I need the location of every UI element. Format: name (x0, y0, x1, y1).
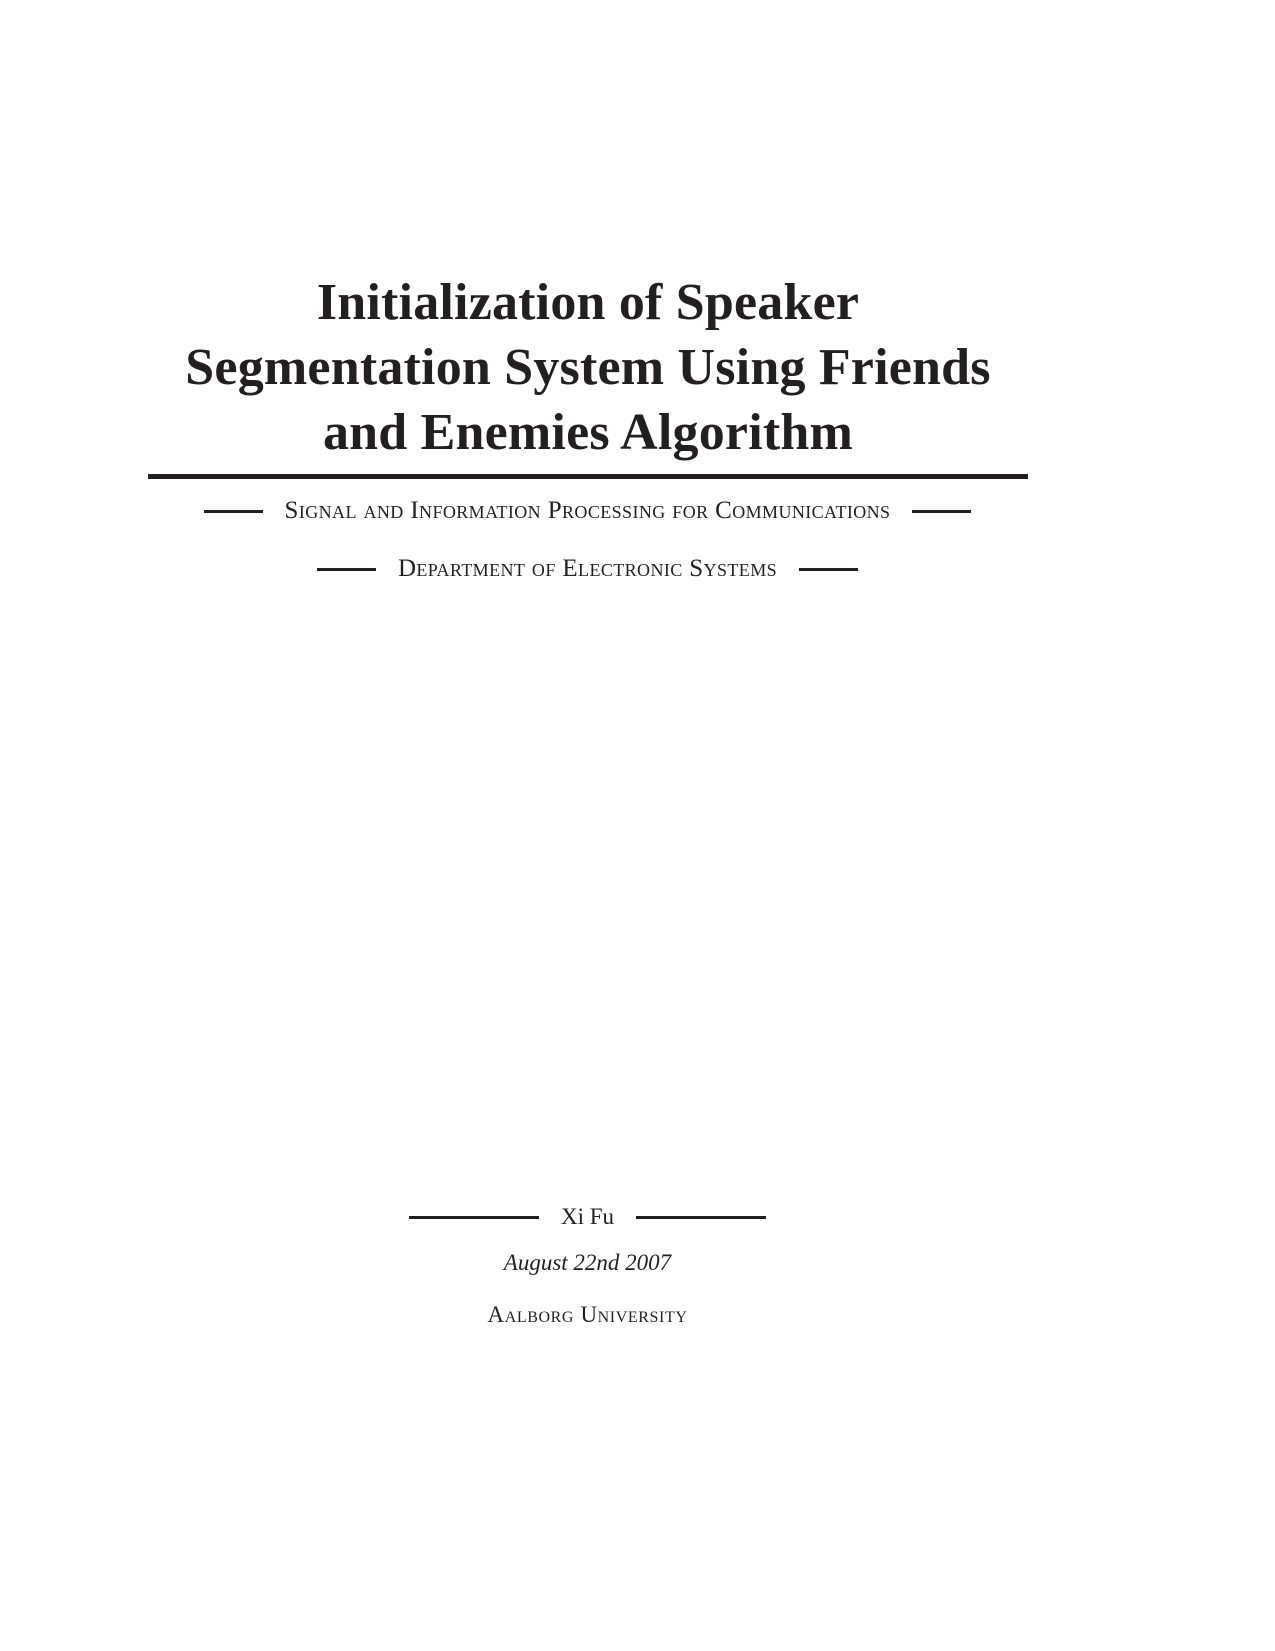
title-line-1: Initialization of Speaker (316, 274, 860, 331)
title-underline-rule (148, 474, 1028, 479)
left-dash-rule (317, 568, 376, 571)
group-line (0, 495, 1175, 527)
group-name: Signal and Information Processing for Communications (284, 497, 891, 524)
author-line (0, 1201, 1175, 1233)
right-dash-rule (636, 1216, 766, 1219)
author-name: Xi Fu (560, 1204, 615, 1229)
department-line (0, 553, 1175, 585)
publication-date: August 22nd 2007 (503, 1250, 672, 1275)
title-line-2: Segmentation System Using Friends (185, 339, 991, 396)
right-dash-rule (912, 510, 971, 513)
left-dash-rule (409, 1216, 539, 1219)
right-dash-rule (799, 568, 858, 571)
university-name: Aalborg University (487, 1302, 688, 1327)
department-name: Department of Electronic Systems (397, 555, 778, 582)
document-title (148, 270, 1028, 465)
title-line-3: and Enemies Algorithm (322, 404, 853, 461)
left-dash-rule (204, 510, 263, 513)
